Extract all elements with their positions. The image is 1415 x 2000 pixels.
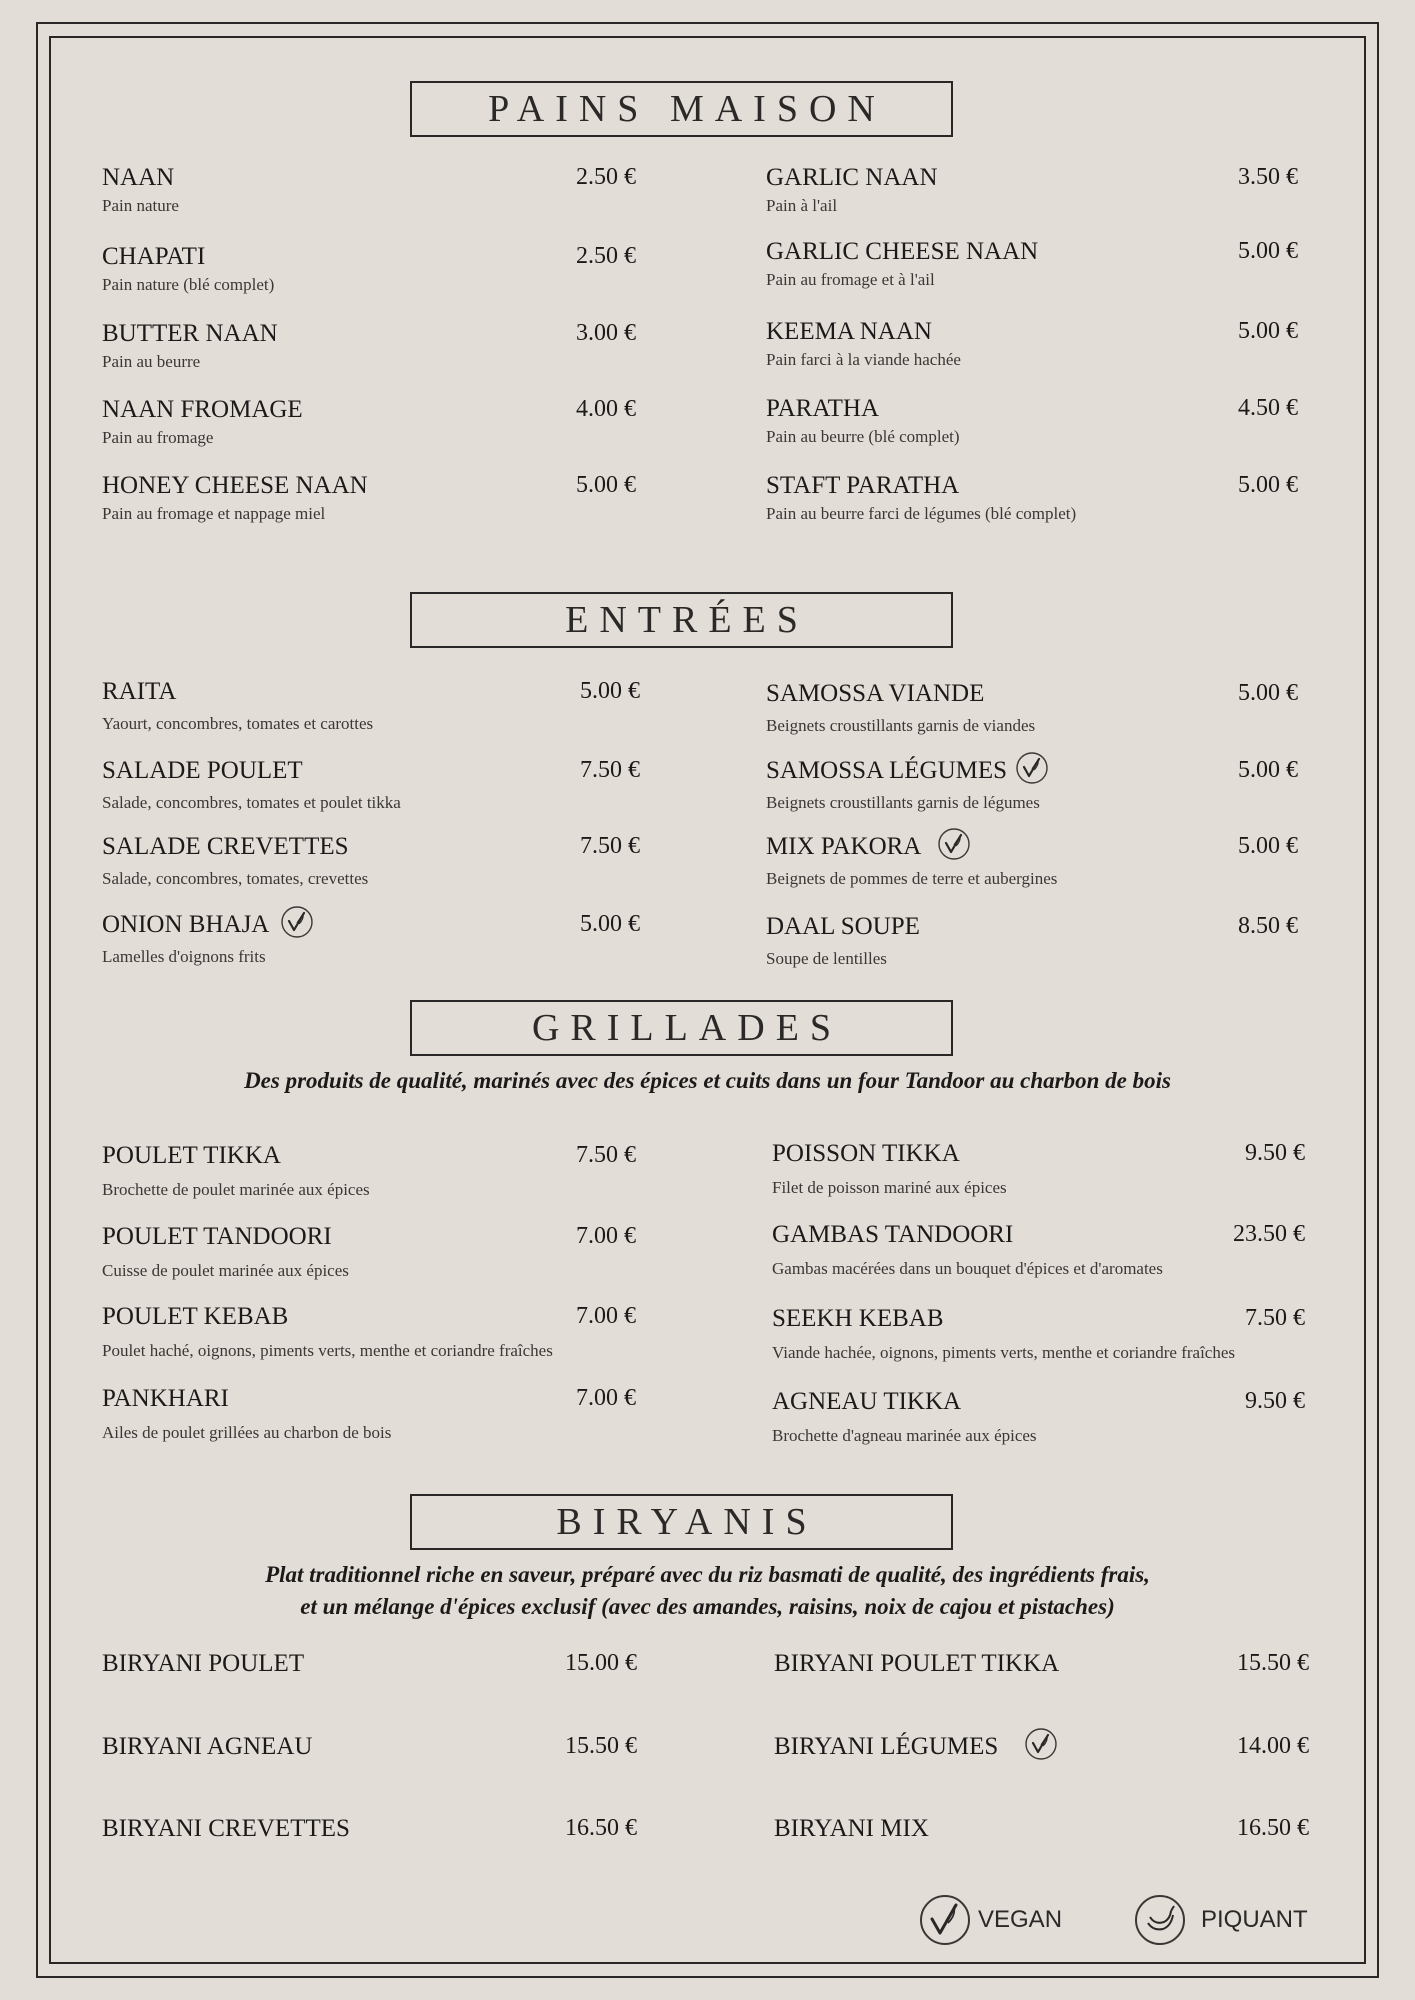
menu-item-biryani-poulet-tikka [774,1650,1309,1710]
item-name: AGNEAU TIKKA [772,1388,962,1415]
item-price: 5.00 € [580,678,640,704]
vegan-icon [937,827,971,861]
item-price: 23.50 € [1233,1221,1305,1247]
menu-item-poulet-tikka [102,1142,636,1202]
item-name: BIRYANI AGNEAU [102,1733,313,1760]
item-price: 4.50 € [1238,395,1298,421]
item-name: STAFT PARATHA [766,472,960,499]
item-name: MIX PAKORA [766,833,922,860]
item-price: 5.00 € [576,472,636,498]
item-description: Yaourt, concombres, tomates et carottes [102,714,374,733]
item-name: SALADE POULET [102,757,303,784]
item-description: Viande hachée, oignons, piments verts, menthe et coriandre fraîches [772,1343,1236,1362]
item-price: 15.00 € [565,1650,637,1676]
item-name: SALADE CREVETTES [102,833,349,860]
biryanis-subtitle-line1: Plat traditionnel riche en saveur, préparé avec du riz basmati de qualité, des ingrédients frais, [265,1562,1150,1587]
item-name: SEEKH KEBAB [772,1305,944,1332]
item-name: BIRYANI POULET TIKKA [774,1650,1060,1677]
item-price: 2.50 € [576,243,636,269]
item-name: SAMOSSA LÉGUMES [766,757,1008,784]
menu-item-biryani-crevettes [102,1815,637,1875]
item-description: Beignets croustillants garnis de viandes [766,716,1036,735]
vegan-icon [1024,1727,1058,1761]
item-description: Pain nature [102,196,179,215]
menu-item-salade-crevettes [102,833,640,893]
item-price: 15.50 € [1237,1650,1309,1676]
menu-item-biryani-legumes [774,1733,1309,1793]
menu-item-staft-paratha [766,472,1298,532]
item-description: Gambas macérées dans un bouquet d'épices et d'aromates [772,1259,1163,1278]
item-name: RAITA [102,678,177,705]
item-name: BIRYANI MIX [774,1815,929,1842]
item-description: Brochette d'agneau marinée aux épices [772,1426,1037,1445]
menu-item-seekh-kebab [772,1305,1305,1365]
item-name: CHAPATI [102,243,206,270]
menu-item-keema-naan [766,318,1298,378]
item-price: 5.00 € [1238,757,1298,783]
item-description: Filet de poisson mariné aux épices [772,1178,1007,1197]
item-price: 8.50 € [1238,913,1298,939]
item-price: 7.00 € [576,1223,636,1249]
menu-item-samossa-legumes [766,757,1298,817]
item-description: Pain au beurre [102,352,201,371]
item-price: 9.50 € [1245,1388,1305,1414]
item-price: 7.50 € [576,1142,636,1168]
item-name: POULET TANDOORI [102,1223,332,1250]
menu-item-garlic-naan [766,164,1298,224]
item-price: 3.50 € [1238,164,1298,190]
item-name: GAMBAS TANDOORI [772,1221,1014,1248]
item-name: HONEY CHEESE NAAN [102,472,368,499]
item-name: BIRYANI LÉGUMES [774,1733,999,1760]
item-price: 15.50 € [565,1733,637,1759]
item-price: 7.50 € [1245,1305,1305,1331]
item-name: ONION BHAJA [102,911,270,938]
item-name: POULET TIKKA [102,1142,281,1169]
item-description: Pain au fromage et nappage miel [102,504,326,523]
menu-item-biryani-agneau [102,1733,637,1793]
item-description: Lamelles d'oignons frits [102,947,266,966]
item-description: Pain au beurre (blé complet) [766,427,960,446]
item-price: 5.00 € [1238,238,1298,264]
item-description: Salade, concombres, tomates et poulet tikka [102,793,401,812]
menu-item-poulet-kebab [102,1303,636,1363]
item-description: Pain nature (blé complet) [102,275,275,294]
item-price: 5.00 € [580,911,640,937]
item-description: Pain à l'ail [766,196,838,215]
item-price: 5.00 € [1238,318,1298,344]
item-price: 9.50 € [1245,1140,1305,1166]
vegan-legend-icon [918,1893,972,1947]
item-description: Pain au fromage [102,428,214,447]
item-description: Beignets croustillants garnis de légumes [766,793,1040,812]
menu-item-mix-pakora [766,833,1298,893]
section-title-grillades: GRILLADES [410,1000,953,1056]
item-price: 3.00 € [576,320,636,346]
vegan-icon [1015,751,1049,785]
item-price: 5.00 € [1238,472,1298,498]
item-description: Brochette de poulet marinée aux épices [102,1180,370,1199]
item-name: PARATHA [766,395,880,422]
menu-item-naan [102,164,636,224]
item-description: Pain au beurre farci de légumes (blé complet) [766,504,1077,523]
menu-item-honey-cheese-naan [102,472,636,532]
menu-item-garlic-cheese-naan [766,238,1298,298]
item-price: 16.50 € [565,1815,637,1841]
item-name: POISSON TIKKA [772,1140,960,1167]
menu-item-salade-poulet [102,757,640,817]
item-name: BIRYANI POULET [102,1650,305,1677]
item-description: Pain au fromage et à l'ail [766,270,935,289]
item-name: SAMOSSA VIANDE [766,680,985,707]
item-price: 14.00 € [1237,1733,1309,1759]
menu-item-paratha [766,395,1298,455]
menu-item-gambas-tandoori [772,1221,1305,1281]
menu-item-butter-naan [102,320,636,380]
biryanis-subtitle-line2: et un mélange d'épices exclusif (avec des amandes, raisins, noix de cajou et pistaches) [300,1594,1115,1619]
section-title-entrees: ENTRÉES [410,592,953,648]
item-price: 7.00 € [576,1303,636,1329]
menu-item-agneau-tikka [772,1388,1305,1448]
item-price: 7.00 € [576,1385,636,1411]
item-name: PANKHARI [102,1385,229,1412]
menu-item-samossa-viande [766,680,1298,740]
item-name: NAAN [102,164,175,191]
item-name: DAAL SOUPE [766,913,920,940]
item-description: Cuisse de poulet marinée aux épices [102,1261,349,1280]
item-price: 2.50 € [576,164,636,190]
item-name: NAAN FROMAGE [102,396,303,423]
menu-item-naan-fromage [102,396,636,456]
item-price: 5.00 € [1238,680,1298,706]
menu-item-pankhari [102,1385,636,1445]
menu-item-biryani-mix [774,1815,1309,1875]
vegan-icon [280,905,314,939]
menu-item-raita [102,678,640,738]
item-price: 5.00 € [1238,833,1298,859]
menu-item-onion-bhaja [102,911,640,971]
item-description: Ailes de poulet grillées au charbon de bois [102,1423,392,1442]
item-price: 16.50 € [1237,1815,1309,1841]
section-title-pains: PAINS MAISON [410,81,953,137]
item-description: Pain farci à la viande hachée [766,350,961,369]
vegan-legend-label: VEGAN [978,1906,1063,1933]
item-name: BUTTER NAAN [102,320,278,347]
item-name: POULET KEBAB [102,1303,289,1330]
item-name: GARLIC NAAN [766,164,938,191]
section-title-biryanis: BIRYANIS [410,1494,953,1550]
menu-item-daal-soupe [766,913,1298,973]
item-name: BIRYANI CREVETTES [102,1815,350,1842]
menu-item-poisson-tikka [772,1140,1305,1200]
menu-item-chapati [102,243,636,303]
item-description: Salade, concombres, tomates, crevettes [102,869,369,888]
item-price: 7.50 € [580,833,640,859]
item-description: Poulet haché, oignons, piments verts, menthe et coriandre fraîches [102,1341,553,1360]
item-price: 7.50 € [580,757,640,783]
piquant-legend-label: PIQUANT [1201,1906,1308,1933]
item-description: Beignets de pommes de terre et aubergines [766,869,1058,888]
menu-item-biryani-poulet [102,1650,637,1710]
chili-icon [1133,1893,1187,1947]
item-name: GARLIC CHEESE NAAN [766,238,1039,265]
item-description: Soupe de lentilles [766,949,887,968]
menu-item-poulet-tandoori [102,1223,636,1283]
grillades-subtitle: Des produits de qualité, marinés avec des épices et cuits dans un four Tandoor au charbon de bois [244,1068,1171,1093]
item-price: 4.00 € [576,396,636,422]
item-name: KEEMA NAAN [766,318,932,345]
